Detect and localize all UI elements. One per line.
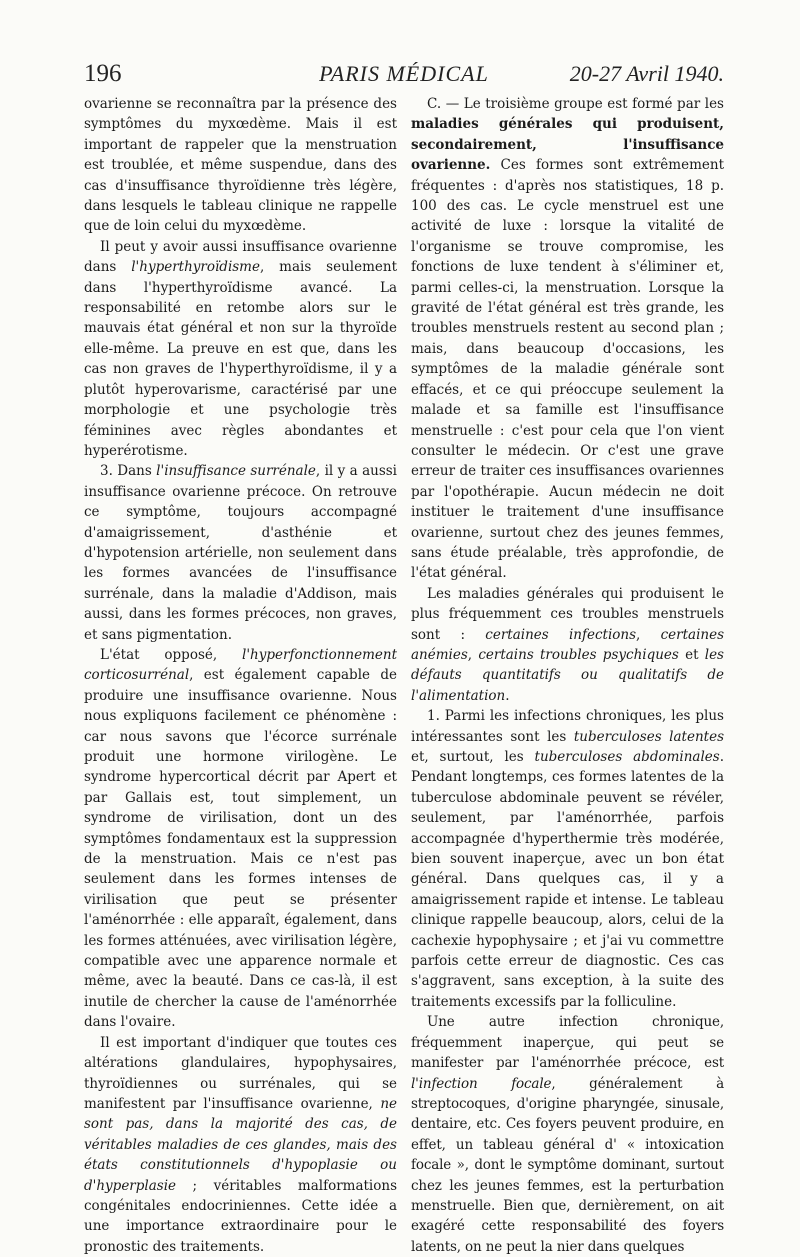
paragraph: 1. Parmi les infections chroniques, les plus intéressantes sont les tuberculoses latentes et, surtout, les tuberculoses abdominales. Pendant longtemps, ces formes latentes de la tuberculose abdominale peuvent se révéler, seulement, par l'aménorrhée, parfois accompagnée d'hyperthermie très modérée, bien souvent inaperçue, avec un bon état général. Dans quelques cas, il y a amaigrissement rapide et intense. Le tableau clinique rappelle beaucoup, alors, celui de la cachexie hypophysaire ; et j'ai vu commettre parfois cette erreur de diagnostic. Ces cas s'aggravent, sans exception, à la suite des traitements excessifs par la folliculine. — [411, 708, 724, 1010]
section-heading: maladies générales qui produisent, secondairement, l'insuffisance ovarienne. — [411, 116, 724, 174]
right-column — [411, 94, 724, 1257]
paragraph: 3. Dans l'insuffisance surrénale, il y a aussi insuffisance ovarienne précoce. On retrouve ce symptôme, toujours accompagné d'amaigrissement, d'asthénie et d'hypotension artérielle, non seulement dans les formes avancées de l'insuffisance surrénale, dans la maladie d'Addison, mais aussi, dans les formes précoces, non graves, et sans pigmentation. — [84, 463, 397, 643]
paragraph: ovarienne se reconnaîtra par la présence des symptômes du myxœdème. Mais il est important de rappeler que la menstruation est troublée, et même suspendue, dans des cas d'insuffisance thyroïdienne très légère, dans lesquels le tableau clinique ne rappelle que de loin celui du myxœdème. — [84, 96, 397, 235]
paragraph: Une autre infection chronique, fréquemment inaperçue, qui peut se manifester par l'aménorrhée précoce, est l'infection focale, généralement à streptocoques, d'origine pharyngée, sinusale, dentaire, etc. Ces foyers peuvent produire, en effet, un tableau général d' « intoxication focale », dont le symptôme dominant, surtout chez les jeunes femmes, est la perturbation menstruelle. Bien que, dernièrement, on ait exagéré cette responsabilité des foyers latents, on ne peut la nier dans quelques — [411, 1014, 724, 1255]
issue-date: 20-27 Avril 1940. — [569, 61, 724, 86]
journal-title: PARIS MÉDICAL — [319, 61, 489, 86]
running-head — [84, 60, 724, 94]
paragraph: L'état opposé, l'hyperfonctionnement corticosurrénal, est également capable de produire une insuffisance ovarienne. Nous nous expliquons facilement ce phénomène : car nous savons que l'écorce surrénale produit une hormone virilogène. Le syndrome hypercortical décrit par Apert et par Gallais est, tout simplement, un syndrome de virilisation, dont un des symptômes fondamentaux est la suppression de la menstruation. Mais ce n'est pas seulement dans les formes intenses de virilisation que peut se présenter l'aménorrhée : elle apparaît, également, dans les formes atténuées, avec virilisation légère, compatible avec une apparence normale et même, avec la beauté. Dans ce cas-là, il est inutile de chercher la cause de l'aménorrhée dans l'ovaire. — [84, 646, 397, 1031]
paragraph: Il est important d'indiquer que toutes ces altérations glandulaires, hypophysaires, thyroïdiennes ou surrénales, qui se manifestent par l'insuffisance ovarienne, ne sont pas, dans la majorité des cas, de véritables maladies de ces glandes, mais des états constitutionnels d'hypoplasie ou d'hyperplasie ; véritables malformations congénitales endocriniennes. Cette idée a une importance extraordinaire pour le pronostic des traitements. — [84, 1034, 397, 1255]
paragraph: C. — Le troisième groupe est formé par les maladies générales qui produisent, secondairement, l'insuffisance ovarienne. Ces formes sont extrêmement fréquentes : d'après nos statistiques, 18 p. 100 des cas. Le cycle menstruel est une activité de luxe : lorsque la vitalité de l'organisme se trouve compromise, les fonctions de luxe tendent à s'éliminer et, parmi celles-ci, la menstruation. Lorsque la gravité de l'état général est très grande, les troubles menstruels restent au second plan ; mais, dans beaucoup d'occasions, les symptômes de la maladie générale sont effacés, et ce qui préoccupe seulement la malade et sa famille est l'insuffisance menstruelle : c'est pour cela que l'on vient consulter le médecin. Or c'est une grave erreur de traiter ces insuffisances ovariennes par l'opothérapie. Aucun médecin ne doit instituer le traitement d'une insuffisance ovarienne, surtout chez des jeunes femmes, sans étude préalable, très approfondie, de l'état général. — [411, 96, 724, 582]
paragraph: Il peut y avoir aussi insuffisance ovarienne dans l'hyperthyroïdisme, mais seulement dans l'hyperthyroïdisme avancé. La responsabilité en retombe alors sur le mauvais état général et non sur la thyroïde elle-même. La preuve en est que, dans les cas non graves de l'hyperthyroïdisme, il y a plutôt hyperovarisme, caractérisé par une morphologie et une psychologie très féminines avec règles abondantes et hyperérotisme. — [84, 238, 397, 459]
paragraph: Les maladies générales qui produisent le plus fréquemment ces troubles menstruels sont : certaines infections, certaines anémies, certains troubles psychiques et les défauts quantitatifs ou qualitatifs de l'alimentation. — [411, 585, 725, 704]
left-column — [84, 94, 397, 1257]
page-number: 196 — [84, 60, 122, 87]
